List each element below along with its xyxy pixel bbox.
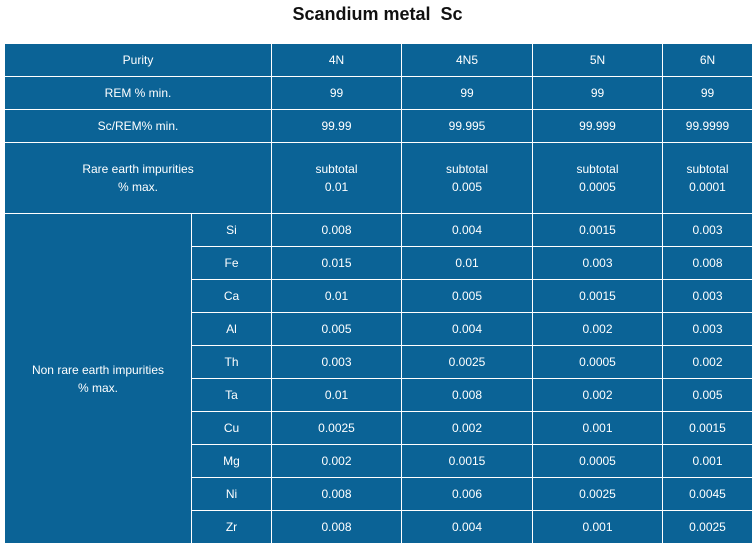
impurity-value: 0.002 [402, 412, 533, 445]
impurity-value: 0.008 [272, 214, 402, 247]
grade-header: 6N [663, 44, 753, 77]
subtotal-label: subtotal [686, 162, 729, 176]
impurity-value: 0.005 [402, 280, 533, 313]
rem-value: 99 [402, 77, 533, 110]
grade-header: 5N [533, 44, 663, 77]
sc-rem-label: Sc/REM% min. [5, 110, 272, 143]
impurity-value: 0.002 [533, 313, 663, 346]
impurity-value: 0.008 [402, 379, 533, 412]
impurity-value: 0.015 [272, 247, 402, 280]
subtotal-label: subtotal [576, 162, 619, 176]
impurity-value: 0.006 [402, 478, 533, 511]
rare-earth-label-line2: % max. [117, 180, 158, 194]
impurity-value: 0.005 [663, 379, 753, 412]
subtotal-value: 0.005 [451, 180, 483, 194]
impurity-value: 0.003 [272, 346, 402, 379]
non-rare-earth-label-line1: Non rare earth impurities [31, 362, 165, 377]
impurity-value: 0.004 [402, 511, 533, 544]
impurity-value: 0.001 [533, 412, 663, 445]
impurity-value: 0.008 [663, 247, 753, 280]
impurity-value: 0.0025 [402, 346, 533, 379]
impurity-value: 0.0005 [533, 445, 663, 478]
rem-label: REM % min. [5, 77, 272, 110]
sc-rem-row [5, 110, 753, 143]
impurity-value: 0.0015 [533, 280, 663, 313]
impurity-value: 0.004 [402, 214, 533, 247]
rem-value: 99 [272, 77, 402, 110]
rare-earth-label-line1: Rare earth impurities [82, 162, 194, 176]
non-rare-earth-label-line2: % max. [77, 380, 118, 395]
rem-value: 99 [663, 77, 753, 110]
impurity-value: 0.0025 [663, 511, 753, 544]
impurity-value: 0.0025 [533, 478, 663, 511]
subtotal-value: 0.0001 [689, 180, 726, 194]
impurity-value: 0.0005 [533, 346, 663, 379]
purity-row [5, 44, 753, 77]
impurity-value: 0.0015 [663, 412, 753, 445]
subtotal-value: 0.0005 [579, 180, 616, 194]
impurity-value: 0.003 [533, 247, 663, 280]
impurity-value: 0.01 [272, 379, 402, 412]
impurity-value: 0.01 [402, 247, 533, 280]
impurity-value: 0.002 [272, 445, 402, 478]
impurity-row [5, 214, 753, 247]
impurity-value: 0.003 [663, 214, 753, 247]
impurity-value: 0.0015 [402, 445, 533, 478]
impurity-value: 0.01 [272, 280, 402, 313]
rare-earth-cell [402, 143, 533, 214]
sc-rem-value: 99.995 [402, 110, 533, 143]
impurity-value: 0.008 [272, 511, 402, 544]
element-symbol: Ta [192, 379, 272, 412]
non-rare-earth-label [5, 214, 192, 544]
impurity-value: 0.002 [663, 346, 753, 379]
element-symbol: Si [192, 214, 272, 247]
element-symbol: Cu [192, 412, 272, 445]
impurity-value: 0.008 [272, 478, 402, 511]
impurity-value: 0.003 [663, 280, 753, 313]
sc-rem-value: 99.999 [533, 110, 663, 143]
rare-earth-cell [533, 143, 663, 214]
impurity-value: 0.004 [402, 313, 533, 346]
impurity-value: 0.0025 [272, 412, 402, 445]
element-symbol: Zr [192, 511, 272, 544]
impurity-value: 0.003 [663, 313, 753, 346]
grade-header: 4N5 [402, 44, 533, 77]
element-symbol: Mg [192, 445, 272, 478]
rem-value: 99 [533, 77, 663, 110]
element-symbol: Th [192, 346, 272, 379]
sc-rem-value: 99.9999 [663, 110, 753, 143]
subtotal-label: subtotal [315, 162, 358, 176]
element-symbol: Fe [192, 247, 272, 280]
sc-rem-value: 99.99 [272, 110, 402, 143]
spec-table [4, 43, 753, 544]
impurity-value: 0.0015 [533, 214, 663, 247]
element-symbol: Ni [192, 478, 272, 511]
spec-table-body [5, 44, 753, 544]
purity-label: Purity [5, 44, 272, 77]
rare-earth-row [5, 143, 753, 214]
impurity-value: 0.002 [533, 379, 663, 412]
rem-row [5, 77, 753, 110]
impurity-value: 0.001 [663, 445, 753, 478]
rare-earth-cell [272, 143, 402, 214]
subtotal-value: 0.01 [324, 180, 349, 194]
impurity-value: 0.001 [533, 511, 663, 544]
element-symbol: Ca [192, 280, 272, 313]
rare-earth-cell [663, 143, 753, 214]
page-title: Scandium metal Sc [292, 4, 463, 24]
impurity-value: 0.0045 [663, 478, 753, 511]
grade-header: 4N [272, 44, 402, 77]
impurity-value: 0.005 [272, 313, 402, 346]
element-symbol: Al [192, 313, 272, 346]
rare-earth-label [5, 143, 272, 214]
subtotal-label: subtotal [445, 162, 489, 176]
